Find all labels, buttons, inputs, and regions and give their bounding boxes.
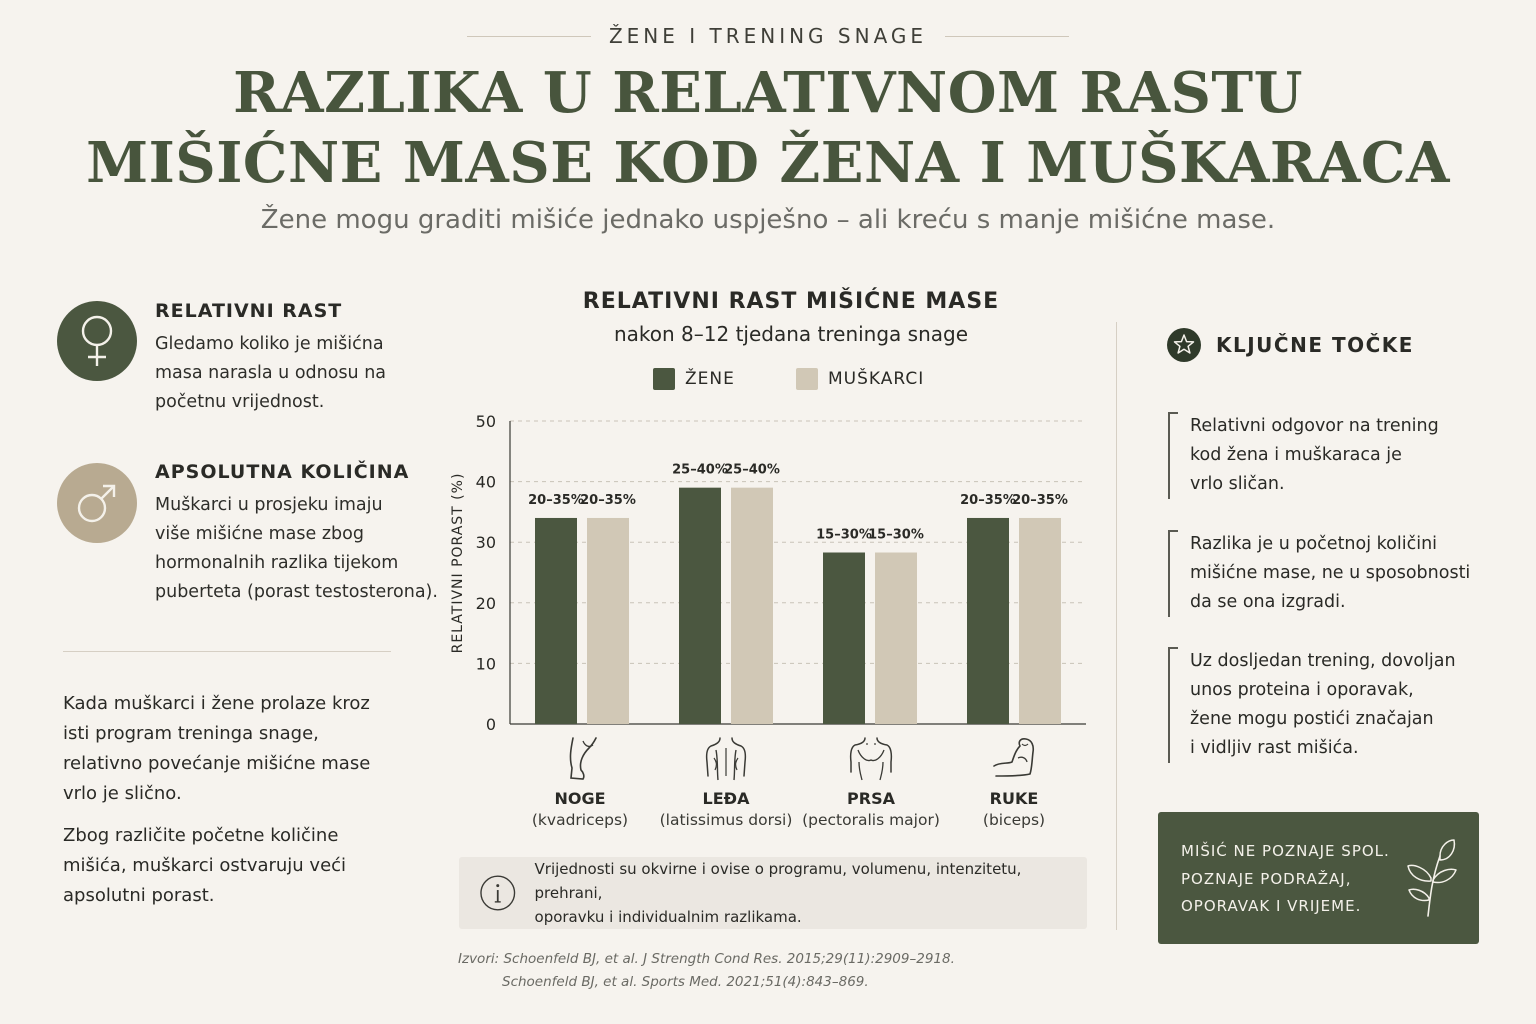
- text-line: više mišićne mase zbog: [155, 524, 364, 544]
- male-symbol-icon: [57, 463, 137, 543]
- arm-icon: [992, 736, 1036, 780]
- text-line: isti program treninga snage,: [63, 723, 319, 744]
- text-line: mišića, muškarci ostvaruju veći: [63, 855, 347, 876]
- category-label-prsa: [796, 789, 946, 829]
- text-line: unos proteina i oporavak,: [1190, 680, 1414, 700]
- text-line: hormonalnih razlika tijekom: [155, 553, 399, 573]
- legend-label-muskarci: MUŠKARCI: [828, 369, 925, 389]
- kicker: ŽENE I TRENING SNAGE: [608, 24, 928, 48]
- absolute-amount-text: [155, 491, 438, 607]
- category-label-noge: [521, 789, 639, 829]
- bar-muskarci: [731, 488, 773, 724]
- text-line: masa narasla u odnosu na: [155, 363, 387, 383]
- y-tick-label: 10: [475, 654, 496, 674]
- category-label-ruke: [955, 789, 1073, 829]
- legend-swatch-muskarci: [796, 368, 818, 390]
- leaf-icon: [1406, 838, 1458, 918]
- text-line: Razlika je u početnoj količini: [1190, 534, 1438, 554]
- bar-zene: [679, 488, 721, 724]
- source-line-1: Izvori: Schoenfeld BJ, et al. J Strength Cond Res. 2015;29(11):2909–2918.: [458, 951, 955, 967]
- info-line-2: oporavku i individualnim razlikama.: [534, 908, 802, 926]
- bar-muskarci: [875, 553, 917, 724]
- category-name: RUKE: [989, 789, 1039, 808]
- text-line: vrlo sličan.: [1190, 474, 1285, 494]
- text-line: mišićne mase, ne u sposobnosti: [1190, 563, 1471, 583]
- title-line-2: MIŠIĆNE MASE KOD ŽENA I MUŠKARACA: [86, 130, 1450, 196]
- data-label: 20–35%: [580, 492, 636, 508]
- text-line: POZNAJE PODRAŽAJ,: [1181, 869, 1352, 888]
- data-label: 15–30%: [816, 527, 872, 543]
- bar-chart: [440, 400, 1100, 740]
- legend-label-zene: ŽENE: [685, 369, 735, 389]
- key-point-2: [1168, 530, 1488, 617]
- key-point-1: [1168, 412, 1478, 499]
- chart-title: RELATIVNI RAST MIŠIĆNE MASE: [582, 289, 1000, 314]
- female-symbol-icon: [57, 301, 137, 381]
- key-points-heading: KLJUČNE TOČKE: [1216, 333, 1414, 357]
- y-tick-label: 20: [475, 593, 496, 613]
- text-line: kod žena i muškaraca je: [1190, 445, 1402, 465]
- data-label: 25–40%: [724, 462, 780, 478]
- absolute-amount-block: [155, 461, 438, 607]
- text-line: Zbog različite početne količine: [63, 825, 339, 846]
- text-line: vrlo je slično.: [63, 783, 182, 804]
- text-line: Uz dosljedan trening, dovoljan: [1190, 651, 1456, 671]
- category-sub: (biceps): [982, 811, 1046, 829]
- text-line: početnu vrijednost.: [155, 392, 325, 412]
- data-label: 15–30%: [868, 527, 924, 543]
- text-line: da se ona izgradi.: [1190, 592, 1346, 612]
- data-label: 20–35%: [1012, 492, 1068, 508]
- y-tick-label: 40: [475, 472, 496, 492]
- bar-zene: [823, 553, 865, 724]
- text-line: MIŠIĆ NE POZNAJE SPOL.: [1181, 842, 1390, 860]
- absolute-amount-heading: APSOLUTNA KOLIČINA: [155, 461, 410, 483]
- category-sub: (kvadriceps): [531, 811, 629, 829]
- category-name: PRSA: [847, 789, 895, 808]
- chest-icon: [847, 736, 895, 782]
- info-icon: [479, 874, 517, 912]
- text-line: apsolutni porast.: [63, 885, 215, 906]
- y-tick-label: 30: [475, 533, 496, 553]
- callout-text: [1181, 838, 1390, 921]
- page-subtitle: Žene mogu graditi mišiće jednako uspješno – ali kreću s manje mišićne mase.: [260, 205, 1276, 235]
- relative-growth-heading: RELATIVNI RAST: [155, 300, 343, 322]
- star-icon: [1167, 328, 1201, 362]
- left-paragraph-1: [63, 689, 370, 809]
- y-tick-label: 0: [485, 715, 496, 734]
- text-line: Relativni odgovor na trening: [1190, 416, 1439, 436]
- sources: [458, 948, 955, 994]
- text-line: žene mogu postići značajan: [1190, 709, 1434, 729]
- info-line-1: Vrijednosti su okvirne i ovise o programu, volumenu, intenzitetu, prehrani,: [534, 860, 1022, 902]
- category-label-leda: [651, 789, 801, 829]
- column-separator: [1116, 322, 1117, 930]
- left-paragraph-2: [63, 821, 346, 911]
- info-box: [459, 857, 1087, 929]
- text-line: Kada muškarci i žene prolaze kroz: [63, 693, 370, 714]
- bar-muskarci: [1019, 518, 1061, 724]
- text-line: relativno povećanje mišićne mase: [63, 753, 371, 774]
- category-sub: (latissimus dorsi): [659, 811, 793, 829]
- text-line: Muškarci u prosjeku imaju: [155, 495, 383, 515]
- key-point-3: [1168, 647, 1478, 763]
- category-name: NOGE: [554, 789, 606, 808]
- bar-muskarci: [587, 518, 629, 724]
- y-axis-label: RELATIVNI PORAST (%): [450, 472, 466, 654]
- kicker-row: [0, 24, 1536, 48]
- kicker-line-right: [945, 36, 1069, 37]
- text-line: OPORAVAK I VRIJEME.: [1181, 897, 1362, 915]
- relative-growth-block: [155, 300, 386, 417]
- title-line-1: RAZLIKA U RELATIVNOM RASTU: [233, 60, 1303, 126]
- legend-item-zene: [653, 368, 735, 390]
- data-label: 20–35%: [960, 492, 1016, 508]
- source-line-2: Schoenfeld BJ, et al. Sports Med. 2021;51(4):843–869.: [502, 974, 869, 990]
- data-label: 20–35%: [528, 492, 584, 508]
- category-name: LEĐA: [702, 789, 750, 808]
- bar-zene: [967, 518, 1009, 724]
- left-divider: [63, 651, 391, 652]
- y-tick-label: 50: [475, 412, 496, 431]
- legend-item-muskarci: [796, 368, 924, 390]
- back-icon: [703, 736, 749, 782]
- leg-icon: [563, 736, 599, 782]
- info-text: [535, 857, 1087, 929]
- kicker-line-left: [467, 36, 591, 37]
- text-line: i vidljiv rast mišića.: [1190, 738, 1359, 758]
- text-line: puberteta (porast testosterona).: [155, 582, 438, 602]
- text-line: Gledamo koliko je mišićna: [155, 334, 384, 354]
- callout-box: [1158, 812, 1479, 944]
- data-label: 25–40%: [672, 462, 728, 478]
- bar-zene: [535, 518, 577, 724]
- page-title: [0, 58, 1536, 198]
- key-points-header: [1167, 328, 1414, 362]
- legend-swatch-zene: [653, 368, 675, 390]
- chart-subtitle: nakon 8–12 tjedana treninga snage: [613, 322, 969, 346]
- relative-growth-text: [155, 330, 386, 417]
- category-sub: (pectoralis major): [802, 811, 940, 829]
